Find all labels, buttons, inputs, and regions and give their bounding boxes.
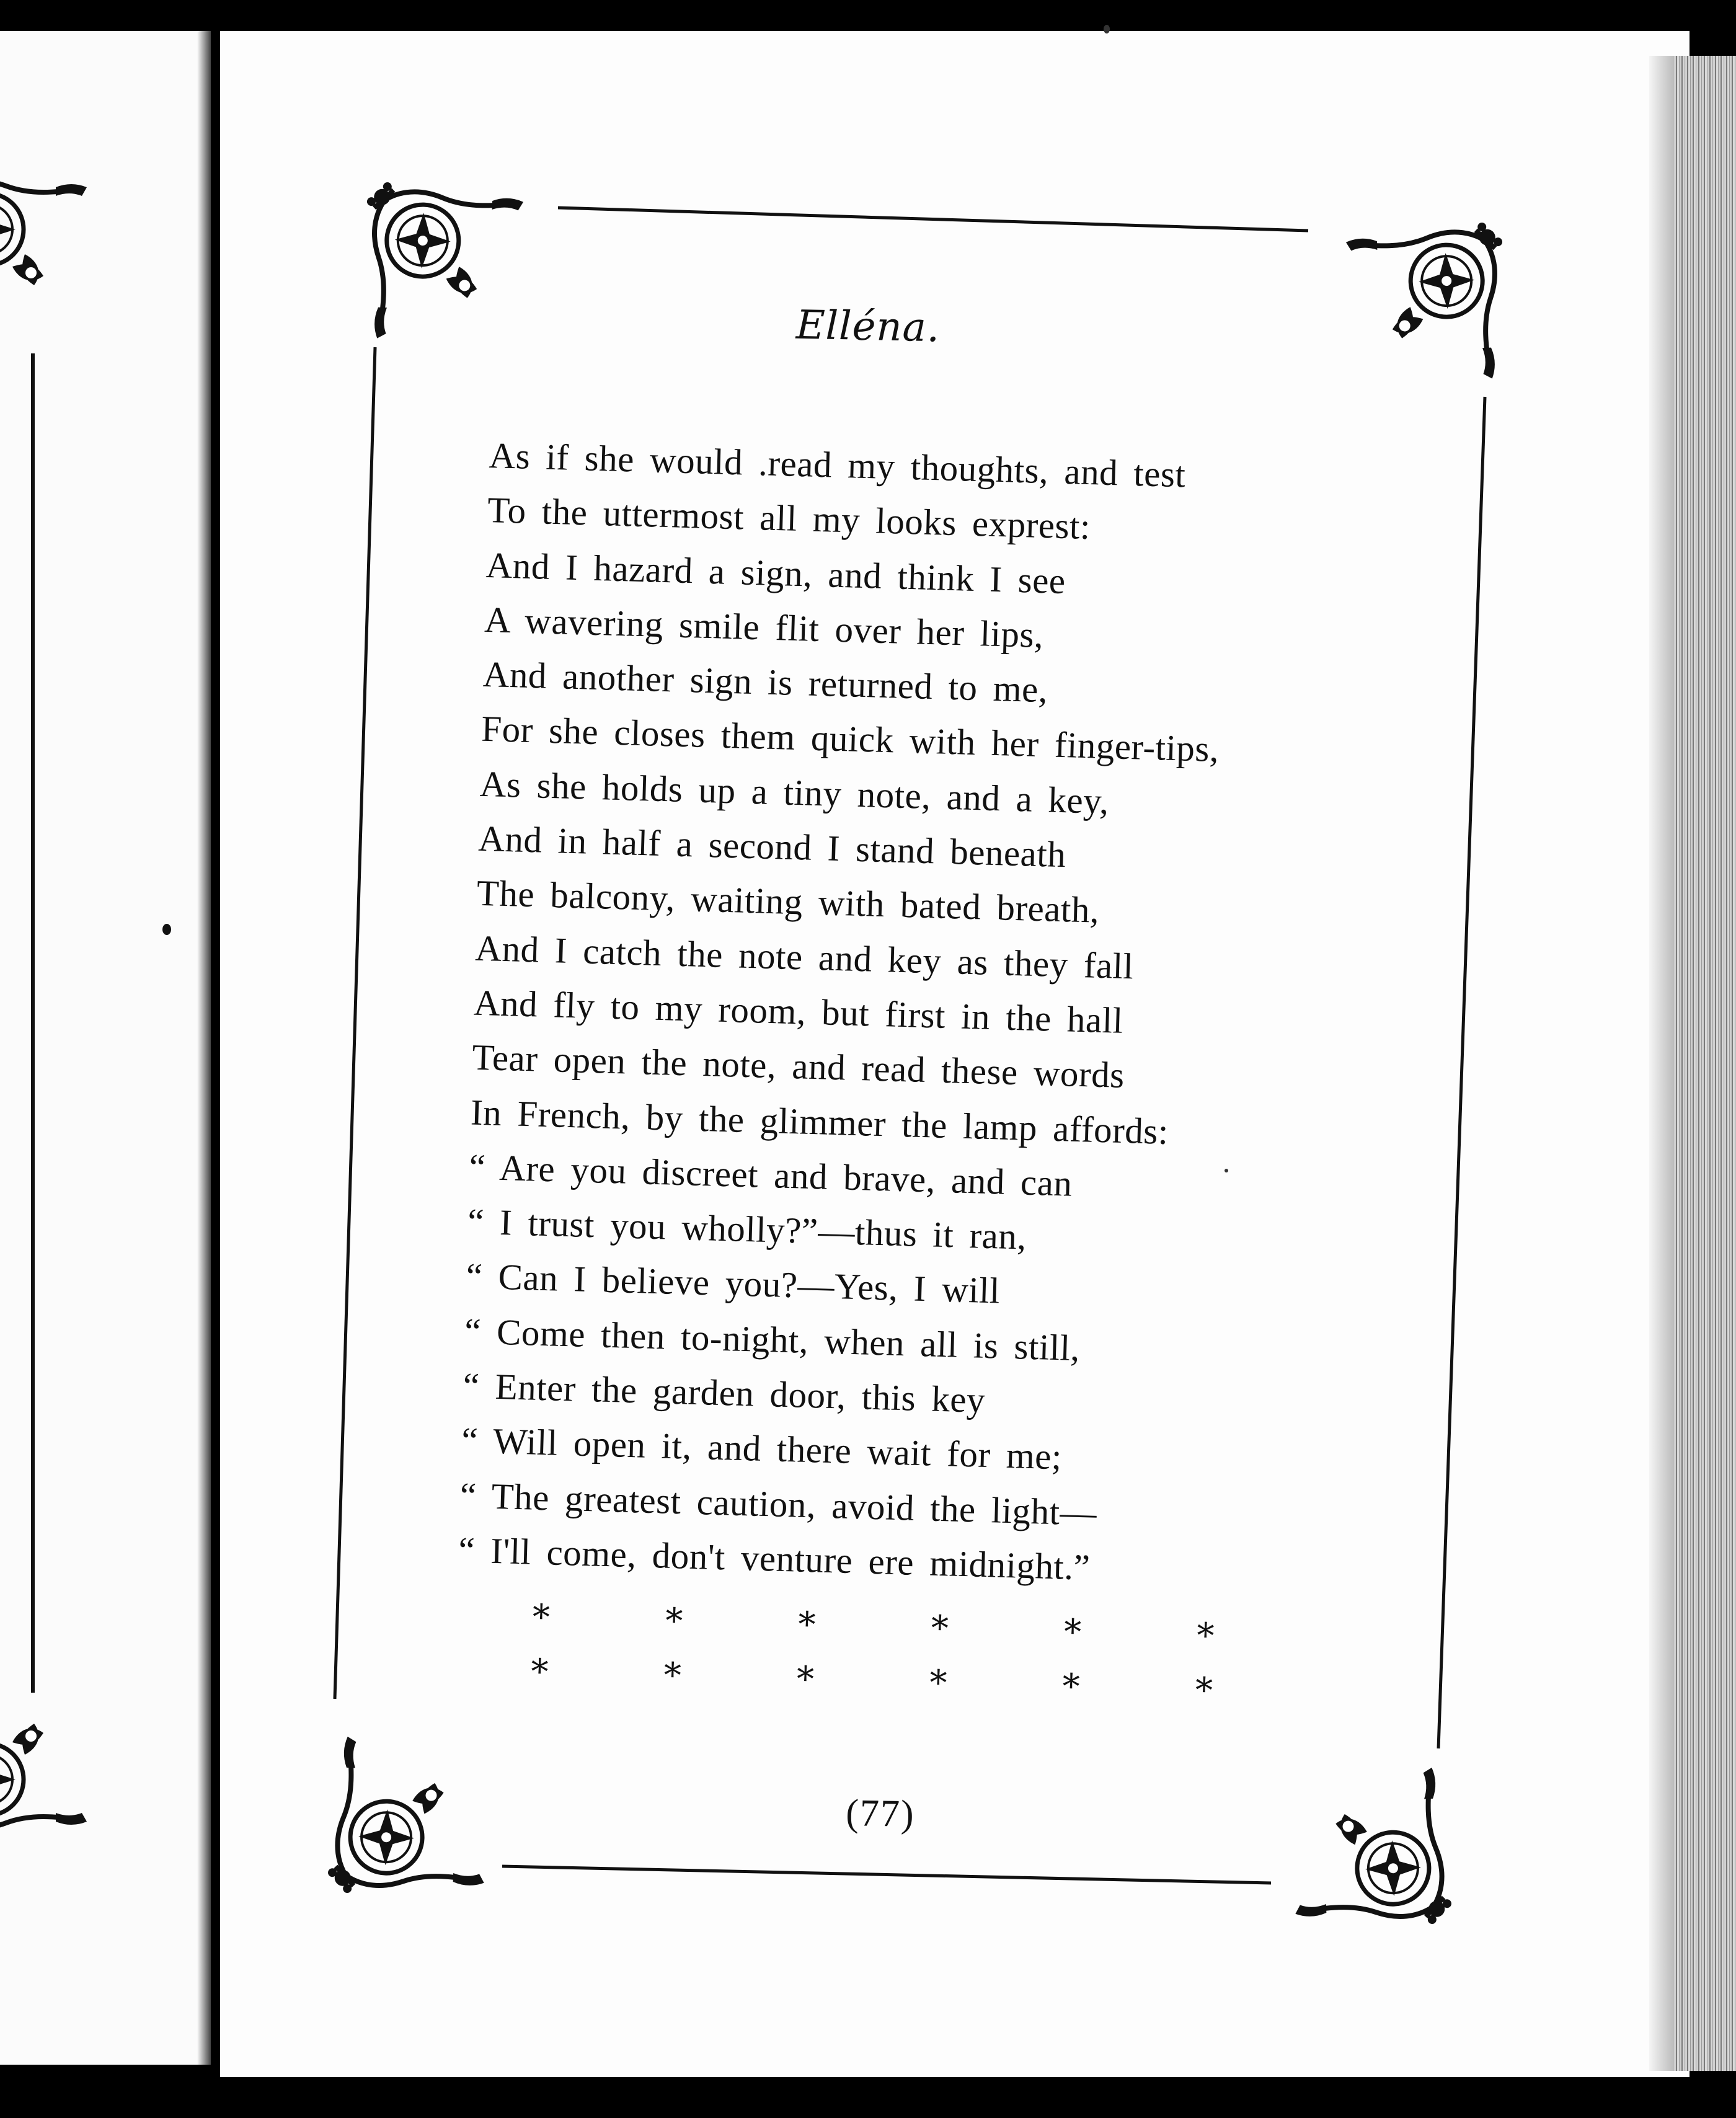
poem-line: “ Are you discreet and brave, and can [468, 1146, 1073, 1204]
asterisk: * [930, 1608, 949, 1649]
section-break [530, 1590, 1215, 1719]
poem-line: A wavering smile flit over her lips, [484, 598, 1045, 655]
asterisk: * [1063, 1611, 1082, 1653]
poem-line: “ I trust you wholly?”—thus it ran, [467, 1200, 1027, 1257]
running-title: Elléna. [795, 302, 941, 352]
asterisk: * [663, 1655, 682, 1696]
poem-line: And fly to my room, but first in the hall [473, 981, 1124, 1041]
previous-page-border [31, 353, 35, 1693]
poem-line: “ Can I believe you?—Yes, I will [465, 1255, 1001, 1311]
poem-line: As she holds up a tiny note, and a key, [479, 763, 1110, 822]
scan-speck [1104, 25, 1110, 33]
asterisk: * [531, 1597, 551, 1638]
asterisk: * [1196, 1615, 1215, 1657]
asterisk: * [1061, 1666, 1081, 1708]
poem-line: And in half a second I stand beneath [477, 817, 1067, 875]
scan-speck [1224, 1169, 1228, 1172]
page-block-edge [1674, 56, 1736, 2071]
poem-line: For she closes them quick with her finger-tips, [480, 708, 1220, 770]
poem-line: The balcony, waiting with bated breath, [476, 872, 1100, 931]
poem-line: “ The greatest caution, avoid the light— [459, 1474, 1097, 1533]
asterisk: * [797, 1604, 817, 1646]
page-edge-shadow [1649, 56, 1674, 2071]
poem-text [458, 428, 1357, 1602]
poem-line: And I catch the note and key as they fall [474, 927, 1135, 986]
asterisk: * [1194, 1670, 1213, 1711]
poem-line: Tear open the note, and read these words [471, 1036, 1125, 1096]
asterisk: * [665, 1600, 683, 1642]
asterisk: * [796, 1659, 815, 1700]
poem-line: “ Come then to-night, when all is still, [464, 1310, 1081, 1368]
poem-line: In French, by the glimmer the lamp affords: [470, 1091, 1169, 1152]
poem-line: “ I'll come, don't venture ere midnight.” [458, 1529, 1091, 1588]
poem-line: And another sign is returned to me, [482, 654, 1048, 711]
poem-line: As if she would .read my thoughts, and test [488, 434, 1187, 495]
poem-line: “ Will open it, and there wait for me; [461, 1419, 1063, 1478]
previous-page [0, 31, 211, 2065]
asterisk: * [530, 1651, 549, 1693]
poem-line: “ Enter the garden door, this key [462, 1365, 986, 1420]
poem-line: And I hazard a sign, and think I see [485, 544, 1066, 601]
page-number: (77) [845, 1792, 916, 1835]
poem-line: To the uttermost all my looks exprest: [487, 489, 1091, 547]
asterisk: * [929, 1662, 948, 1704]
gutter-shadow [197, 31, 211, 2065]
ink-speck [162, 924, 171, 935]
